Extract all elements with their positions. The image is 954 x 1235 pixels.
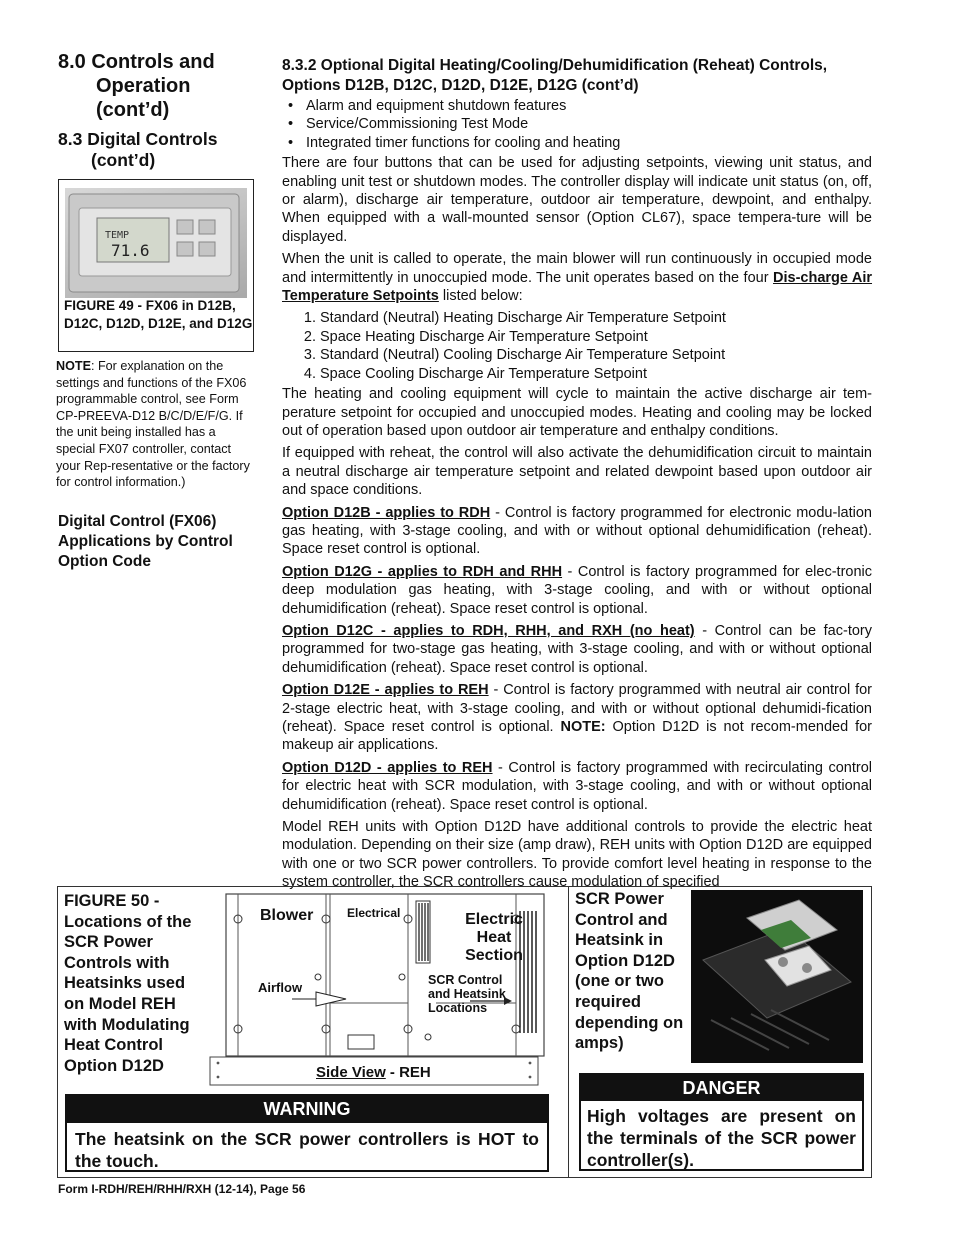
danger-text: High voltages are present on the terminals of the SCR power controller(s). bbox=[587, 1106, 856, 1170]
option-d12g: Option D12G - applies to RDH and RHH - Control is factory programmed for elec-tronic deep modulation gas heating, with 3-stage cooling, and with or without optional dehumidification (reheat). Space reset control is optional. bbox=[282, 563, 873, 617]
svg-text:TEMP: TEMP bbox=[105, 230, 130, 241]
reh-side-view-diagram bbox=[208, 891, 556, 1091]
main-column bbox=[282, 56, 872, 896]
warning-title: WARNING bbox=[67, 1096, 547, 1123]
scr-controller-photo bbox=[691, 890, 863, 1063]
fx06-note bbox=[56, 358, 256, 491]
list-item: 2. Space Heating Discharge Air Temperature Setpoint bbox=[320, 328, 872, 346]
scr-photo-caption: SCR Power Control and Heatsink in Option D12D (one or two required depending on amps) bbox=[575, 890, 684, 1053]
danger-title: DANGER bbox=[581, 1075, 862, 1101]
danger-box bbox=[579, 1073, 864, 1171]
figure-49 bbox=[58, 179, 254, 352]
paragraph-operation: When the unit is called to operate, the main blower will run continuously in occupied mode and intermittently in unoccupied mode. The unit operates based on the four Dis-charge Air Temperature Setpoints listed below: bbox=[282, 251, 873, 305]
section-heading-8-3-2: 8.3.2 Optional Digital Heating/Cooling/Dehumidification (Reheat) Controls, Options D12B, D12C, D12D, D12E, D12G (cont’d) bbox=[282, 57, 828, 94]
list-item: 4. Space Cooling Discharge Air Temperature Setpoint bbox=[320, 365, 872, 383]
section-heading-8-0: 8.0 Controls and Operation (cont’d) bbox=[58, 51, 215, 121]
figure-49-caption: FIGURE 49 - FX06 in D12B, D12C, D12D, D12E, and D12G bbox=[64, 298, 253, 331]
svg-text:71.6: 71.6 bbox=[111, 241, 150, 260]
scr-location-label: SCR Control and Heatsink Locations bbox=[428, 973, 506, 1015]
subsection-heading-8-3: 8.3 Digital Controls (cont’d) bbox=[58, 129, 218, 170]
electrical-label: Electrical bbox=[347, 906, 401, 920]
applications-heading: Digital Control (FX06) Applications by Control Option Code bbox=[58, 513, 233, 570]
warning-box bbox=[65, 1094, 549, 1172]
electric-heat-label: Electric Heat Section bbox=[465, 911, 523, 964]
paragraph-reheat: If equipped with reheat, the control will also activate the dehumidification circuit to maintain a neutral discharge air temperature setpoint and related dewpoint based upon outdoor air and space conditions. bbox=[282, 445, 872, 499]
option-d12e: Option D12E - applies to REH - Control is factory programmed with neutral air control for 2-stage electric heat, with 3-stage cooling, and with or without optional dehumidi-fication (reheat). Space reset control is optional. NOTE: Option D12D is not recom-mended for makeup air applications. bbox=[282, 682, 872, 754]
list-item: 3. Standard (Neutral) Cooling Discharge Air Temperature Setpoint bbox=[320, 346, 872, 364]
paragraph-scr: Model REH units with Option D12D have additional controls to provide the electric heat modulation. Depending on their size (amp draw), REH units with Option D12D are equipped with one or two SCR power controllers. To provide comfort level heating in response to the system controller, the SCR controllers cause modulation of specified bbox=[282, 819, 872, 891]
fx06-controller-photo bbox=[65, 188, 247, 298]
paragraph-cycling: The heating and cooling equipment will cycle to maintain the active discharge air tem-perature setpoint for occupied and unoccupied modes. Heating and cooling may be locked out of operation based upon outdoor air temperature and enthalpy conditions. bbox=[282, 386, 872, 439]
figure-50 bbox=[57, 886, 872, 1178]
list-item: • Alarm and equipment shutdown features bbox=[306, 97, 872, 115]
list-item: • Integrated timer functions for cooling and heating bbox=[306, 134, 872, 152]
paragraph-buttons: There are four buttons that can be used for adjusting setpoints, viewing unit status, and enabling unit test or shutdown modes. The controller display will indicate unit status (on, off, or alarm), discharge air temperature, outdoor air temperature, dewpoint, and enthalpy. When equipped with a wall-mounted sensor (Option CL67), space tempera-ture will be displayed. bbox=[282, 155, 872, 245]
warning-text: The heatsink on the SCR power controllers is HOT to the touch. bbox=[75, 1129, 539, 1171]
blower-label: Blower bbox=[260, 907, 314, 924]
feature-bullet-list bbox=[282, 97, 872, 152]
page-footer: Form I-RDH/REH/RHH/RXH (12-14), Page 56 bbox=[58, 1182, 306, 1196]
setpoints-reference: Dis-charge Air Temperature Setpoints bbox=[282, 269, 873, 305]
side-view-label: Side View - REH bbox=[316, 1064, 431, 1081]
option-d12c: Option D12C - applies to RDH, RHH, and RXH (no heat) - Control can be fac-tory programmed for two-stage gas heating, with 3-stage cooling, and with or without optional dehumidification (reheat). Space reset control is optional. bbox=[282, 622, 872, 676]
list-item: 1. Standard (Neutral) Heating Discharge Air Temperature Setpoint bbox=[320, 309, 872, 327]
figure-50-caption: FIGURE 50 - Locations of the SCR Power Controls with Heatsinks used on Model REH with Modulating Heat Control Option D12D bbox=[64, 892, 192, 1075]
option-d12d: Option D12D - applies to REH - Control is factory programmed with recirculating control for electric heat with SCR modulation, with 3-stage cooling, and with or without optional dehumidification (reheat). Space reset control is optional. bbox=[282, 759, 873, 813]
note-text: : For explanation on the settings and functions of the FX06 programmable control, see Form CP-PREEVA-D12 B/C/D/E/F/G. If the unit being installed has a special FX07 controller, contact your Rep-resentative or the factory for control information.) bbox=[56, 359, 250, 490]
list-item: • Service/Commissioning Test Mode bbox=[306, 115, 872, 133]
airflow-label: Airflow bbox=[258, 980, 303, 995]
figure-divider bbox=[568, 887, 569, 1177]
setpoint-list bbox=[282, 309, 872, 383]
note-label: NOTE bbox=[56, 359, 91, 373]
option-d12b: Option D12B - applies to RDH - Control is factory programmed for electronic modu-lation gas heating, with 3-stage cooling, and with or without optional dehumidification (reheat). Space reset control is optional. bbox=[282, 504, 872, 558]
